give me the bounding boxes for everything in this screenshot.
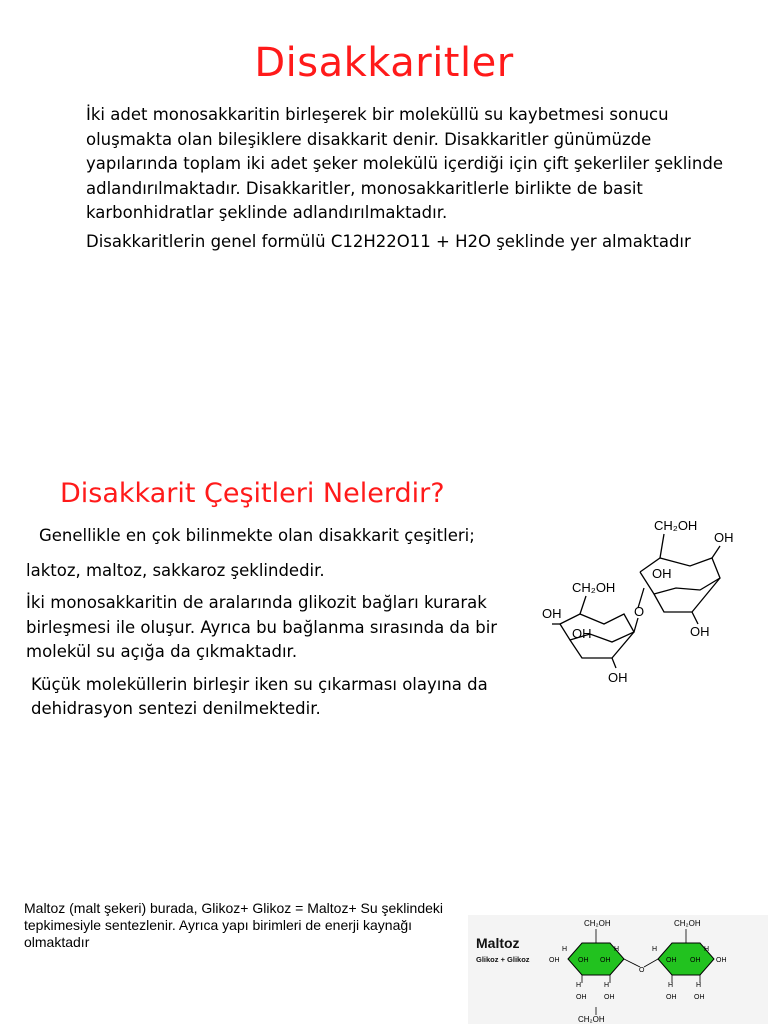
oh-label: OH [690,624,710,639]
slide-disakkarit-cesitleri [0,456,768,876]
oh-label: OH [716,957,727,964]
slide-maltoz [0,880,768,1024]
ch2oh-label: CH₂OH [654,518,698,533]
ch2oh-label: CH₂OH [674,919,701,928]
slide-title: Disakkaritler [254,40,514,86]
oh-label: OH [714,530,734,545]
oh-label: OH [652,566,672,581]
oh-label: OH [578,957,589,964]
oh-label: OH [690,957,701,964]
oh-label: OH [694,994,705,1001]
ch2oh-label: CH₂OH [578,1015,605,1024]
slide-title: Disakkarit Çeşitleri Nelerdir? [60,478,445,509]
slide-body [26,524,538,730]
oh-label: OH [604,994,615,1001]
glycosidic-paragraph: İki monosakkaritin de aralarında glikozit bağları kurarak birleşmesi ile oluşur. Ayrıca bu bağlanma sırasında da bir molekül su açığa da çıkmaktadır. [26,593,498,661]
oh-label: OH [572,626,592,641]
glycosidic-oxygen-label: O [639,967,645,974]
formula-paragraph: Disakkaritlerin genel formülü C12H22O11 + H2O şeklinde yer almaktadır [86,231,691,251]
dehydration-paragraph: Küçük moleküllerin birleşir iken su çıkarması olayına da dehidrasyon sentezi denilmektedir. [31,674,488,718]
h-label: H [562,946,568,953]
oh-label: OH [600,957,611,964]
oh-label: OH [576,994,587,1001]
h-label: H [576,982,582,989]
maltose-subtitle: Glikoz + Glikoz [476,955,530,964]
types-paragraph: laktoz, maltoz, sakkaroz şeklindedir. [26,560,325,580]
maltose-diagram-panel [468,915,768,1024]
definition-paragraph: İki adet monosakkaritin birleşerek bir moleküllü su kaybetmesi sonucu oluşmakta olan bileşiklere disakkarit denir. Disakkaritler günümüzde yapılarında toplam iki adet şeker molekülü içerdiği için çift şekerliler şeklinde adlandırılmaktadır. Disakkaritler, monosakkaritlerle birlikte de basit karbonhidratlar şeklinde adlandırılmaktadır. [86,105,723,222]
h-label: H [604,982,610,989]
glycosidic-oxygen-label: O [634,604,645,619]
oh-label: OH [608,670,628,685]
oh-label: OH [542,606,562,621]
ch2oh-label: CH₂OH [584,919,611,928]
slide-body [86,103,746,258]
oh-label: OH [666,994,677,1001]
h-label: H [614,946,620,953]
slide-disakkaritler [0,0,768,440]
oh-label: OH [666,957,677,964]
maltose-caption: Maltoz (malt şekeri) burada, Glikoz+ Glikoz = Maltoz+ Su şeklindeki tepkimesiyle sentezlenir. Ayrıca yapı birimleri de enerji kaynağı olmaktadır [24,900,443,950]
maltose-title: Maltoz [476,935,520,951]
ch2oh-label: CH₂OH [572,580,616,595]
h-label: H [704,946,710,953]
oh-label: OH [549,957,560,964]
maltose-structure-diagram [548,915,768,1024]
lactose-structure-diagram [542,518,738,698]
h-label: H [696,982,702,989]
h-label: H [652,946,658,953]
h-label: H [668,982,674,989]
intro-paragraph: Genellikle en çok bilinmekte olan disakkarit çeşitleri; [39,526,475,545]
